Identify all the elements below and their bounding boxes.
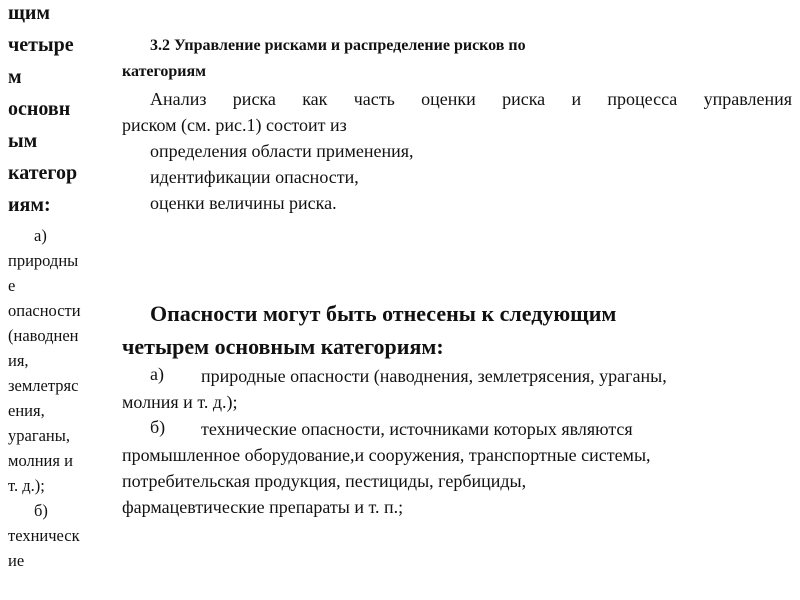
- technical-hazards-line-2: промышленное оборудование,и сооружения, транспортные системы,: [122, 445, 651, 465]
- left-text-line: б): [34, 501, 48, 520]
- hazards-heading-line-2: четырем основным категориям:: [122, 334, 444, 359]
- technical-hazards-line-3: потребительская продукция, пестициды, гербициды,: [122, 471, 527, 491]
- left-heading-line: щим: [8, 2, 51, 24]
- section-title-line-1: 3.2 Управление рисками и распределение рисков по: [150, 37, 526, 54]
- technical-hazards-line-4: фармацевтические препараты и т. п.;: [122, 497, 404, 517]
- left-text-line: ия,: [8, 351, 29, 370]
- left-text-line: т. д.);: [8, 476, 45, 495]
- left-text-line: ения,: [8, 401, 45, 420]
- left-heading-line: м: [8, 66, 22, 88]
- left-text-line: опасности: [8, 301, 81, 320]
- analysis-line-2: риском (см. рис.1) состоит из: [122, 115, 347, 135]
- left-text-line: а): [34, 226, 47, 245]
- left-text-line: молния и: [8, 451, 73, 470]
- left-heading-line: четыре: [8, 34, 74, 56]
- left-text-line: ураганы,: [8, 426, 70, 445]
- left-heading-line: категор: [8, 162, 78, 184]
- hazards-heading-line-1: Опасности могут быть отнесены к следующим: [150, 301, 617, 326]
- technical-hazards-line-1: технические опасности, источниками которых являются: [201, 419, 633, 439]
- left-heading-line: основн: [8, 98, 71, 120]
- left-text-line: ие: [8, 551, 25, 570]
- left-text-line: землетряс: [8, 376, 79, 395]
- left-heading-line: ым: [8, 130, 38, 152]
- left-heading-line: иям:: [8, 194, 51, 216]
- left-text-line: техническ: [8, 526, 80, 545]
- analysis-line-1: Анализ риска как часть оценки риска и процесса управления: [150, 89, 792, 109]
- left-text-line: е: [8, 276, 16, 295]
- natural-hazards-line-2: молния и т. д.);: [122, 392, 238, 412]
- list-marker-b: б): [150, 417, 166, 437]
- list-marker-a: а): [150, 364, 164, 384]
- left-text-line: природны: [8, 251, 79, 270]
- analysis-step: определения области применения,: [150, 141, 414, 161]
- natural-hazards-line-1: природные опасности (наводнения, землетрясения, ураганы,: [201, 366, 667, 386]
- analysis-step: идентификации опасности,: [150, 167, 359, 187]
- left-text-line: (наводнен: [8, 326, 79, 345]
- section-title-line-2: категориям: [122, 63, 207, 80]
- analysis-step: оценки величины риска.: [150, 193, 337, 213]
